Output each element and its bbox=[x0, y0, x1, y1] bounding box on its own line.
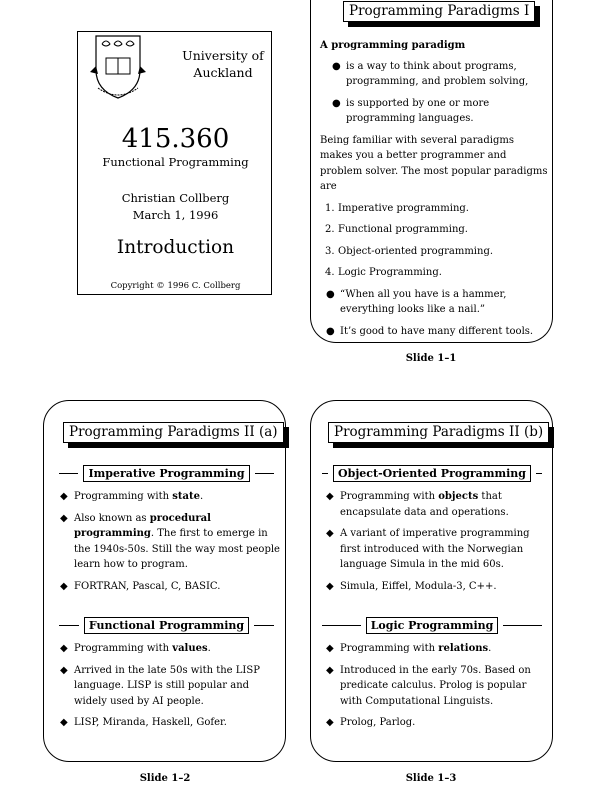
list-item: ◆ A variant of imperative programming first introduced with the Norwegian language Simula in the mid 60s. bbox=[326, 528, 530, 570]
list-item: ◆ Simula, Eiffel, Modula-3, C++. bbox=[322, 579, 550, 595]
diamond-bullet-icon: ◆ bbox=[326, 643, 334, 654]
date: March 1, 1996 bbox=[132, 208, 219, 222]
divider bbox=[255, 473, 274, 474]
list-item: ● “When all you have is a hammer, everything looks like a nail.” bbox=[326, 288, 507, 315]
bullet-icon: ● bbox=[332, 60, 341, 72]
diamond-bullet-icon: ◆ bbox=[326, 491, 334, 502]
diamond-bullet-icon: ◆ bbox=[60, 717, 68, 728]
functional-list bbox=[56, 641, 284, 737]
slide-1-2-title: Programming Paradigms II (a) bbox=[63, 422, 284, 443]
diamond-bullet-icon: ◆ bbox=[60, 580, 68, 592]
numbered-item: 4. Logic Programming. bbox=[325, 267, 442, 278]
author-name: Christian Collberg bbox=[121, 191, 230, 205]
title-card bbox=[77, 31, 272, 295]
numbered-item: 2. Functional programming. bbox=[325, 224, 468, 235]
diamond-bullet-icon: ◆ bbox=[60, 664, 68, 676]
section-heading-functional: Functional Programming bbox=[59, 617, 274, 634]
list-item: ◆ Programming with relations. bbox=[322, 641, 550, 657]
list-item: ◆ Programming with values. bbox=[56, 641, 284, 657]
diamond-bullet-icon: ◆ bbox=[326, 528, 334, 539]
logic-list bbox=[322, 641, 550, 737]
list-item: ◆ Arrived in the late 50s with the LISP language. LISP is still popular and widely used by AI people. bbox=[60, 664, 260, 707]
list-item: ● is supported by one or more programming languages. bbox=[332, 97, 490, 124]
divider bbox=[254, 625, 274, 626]
author-block bbox=[78, 190, 273, 224]
divider bbox=[536, 473, 542, 474]
imperative-list bbox=[56, 489, 284, 600]
slide-1-1-title: Programming Paradigms I bbox=[343, 1, 535, 22]
list-item: ◆ Introduced in the early 70s. Based on predicate calculus. Prolog is popular with Computational Linguists. bbox=[326, 664, 531, 707]
university-line-1: University of bbox=[182, 48, 264, 63]
list-item: ● It’s good to have many different tools. bbox=[322, 324, 548, 340]
slide-1-3-title: Programming Paradigms II (b) bbox=[328, 422, 549, 443]
diamond-bullet-icon: ◆ bbox=[60, 491, 68, 502]
object-oriented-list bbox=[322, 489, 550, 600]
paragraph: Being familiar with several paradigms makes you a better programmer and problem solver. The most popular paradigms are bbox=[320, 134, 548, 192]
university-line-2: Auckland bbox=[193, 65, 253, 80]
copyright: Copyright © 1996 C. Collberg bbox=[110, 281, 241, 291]
diamond-bullet-icon: ◆ bbox=[326, 580, 334, 592]
section-heading-object-oriented: Object-Oriented Programming bbox=[322, 465, 542, 482]
divider bbox=[322, 473, 328, 474]
list-item: ◆ Prolog, Parlog. bbox=[322, 715, 550, 731]
divider bbox=[59, 625, 79, 626]
slide-label: Slide 1–2 bbox=[139, 773, 191, 784]
diamond-bullet-icon: ◆ bbox=[326, 664, 334, 676]
numbered-item: 3. Object-oriented programming. bbox=[325, 245, 494, 257]
list-item: ◆ Programming with objects that encapsulate data and operations. bbox=[326, 491, 509, 518]
section-heading-imperative: Imperative Programming bbox=[59, 465, 274, 482]
university-crest-icon bbox=[86, 34, 150, 102]
divider bbox=[59, 473, 78, 474]
slide-1-1-body bbox=[320, 38, 548, 345]
diamond-bullet-icon: ◆ bbox=[60, 643, 68, 654]
slide-label: Slide 1–1 bbox=[405, 353, 457, 364]
topic-title: Introduction bbox=[116, 237, 235, 258]
list-item: ◆ Also known as procedural programming. The first to emerge in the 1940s-50s. Still the way most people learn how to program. bbox=[60, 512, 280, 570]
numbered-item: 1. Imperative programming. bbox=[325, 202, 469, 214]
course-number: 415.360 bbox=[121, 124, 230, 154]
course-name: Functional Programming bbox=[102, 155, 249, 169]
bullet-icon: ● bbox=[332, 97, 341, 109]
diamond-bullet-icon: ◆ bbox=[60, 512, 68, 524]
bullet-icon: ● bbox=[326, 288, 335, 300]
list-item: ◆ LISP, Miranda, Haskell, Gofer. bbox=[56, 715, 284, 731]
slide-label: Slide 1–3 bbox=[405, 773, 457, 784]
university-name bbox=[178, 47, 268, 81]
intro-heading: A programming paradigm bbox=[320, 40, 466, 51]
list-item: ● is a way to think about programs, programming, and problem solving, bbox=[332, 60, 529, 87]
bullet-icon: ● bbox=[326, 325, 335, 337]
divider bbox=[322, 625, 361, 626]
list-item: ◆ FORTRAN, Pascal, C, BASIC. bbox=[56, 579, 284, 595]
list-item: ◆ Programming with state. bbox=[56, 489, 284, 505]
section-heading-logic: Logic Programming bbox=[322, 617, 542, 634]
divider bbox=[503, 625, 542, 626]
diamond-bullet-icon: ◆ bbox=[326, 717, 334, 728]
